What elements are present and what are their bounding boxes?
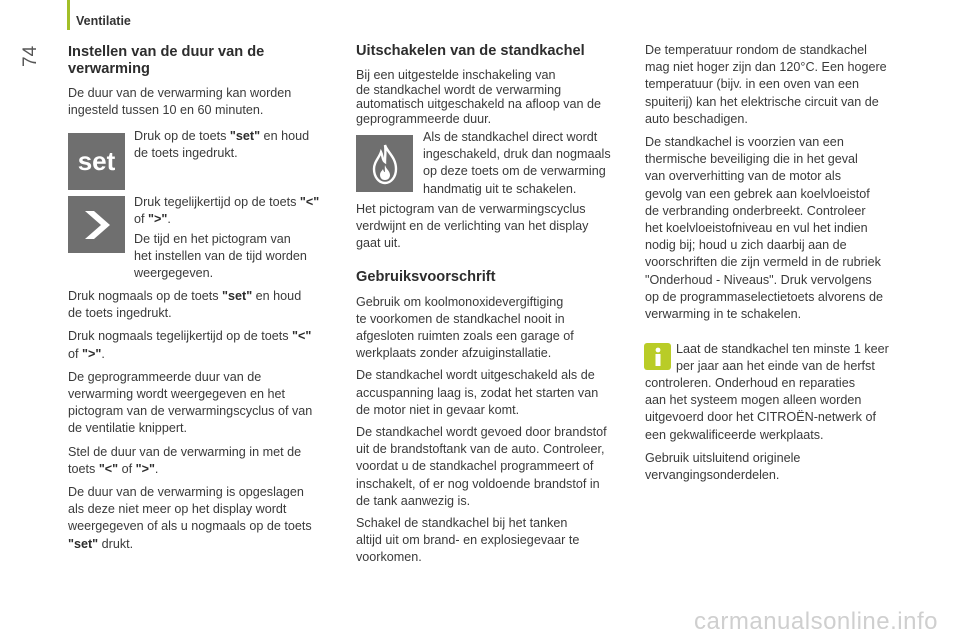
arrow-right-icon <box>68 196 125 253</box>
key-label: "<" <box>98 461 119 476</box>
text-line: het instellen van de tijd worden <box>134 249 307 264</box>
text-line: handmatig uit te schakelen. <box>423 181 577 196</box>
text-line: te voorkomen de standkachel nooit in <box>356 311 565 326</box>
step-press-arrow <box>134 194 344 228</box>
text-line: ingesteld tussen 10 en 60 minuten. <box>68 103 264 118</box>
paragraph-battery <box>356 367 636 419</box>
text: Druk nogmaals op de toets <box>68 289 223 303</box>
text-line: de motor niet in gevaar komt. <box>356 402 520 417</box>
step-display-info <box>134 231 344 283</box>
info-note-first-lines <box>676 341 916 375</box>
column-2 <box>356 43 631 126</box>
text-line: uitgevoerd door het CITROËN-netwerk of <box>645 410 876 425</box>
text-line: werkplaats zonder afzuiginstallatie. <box>356 346 552 361</box>
text-line: op deze toets om de verwarming <box>423 164 606 179</box>
text: de toets ingedrukt. <box>134 146 238 161</box>
text: Druk tegelijkertijd op de toets <box>134 195 300 209</box>
text-line: accuspanning laag is, zodat het starten van <box>356 385 599 400</box>
text-line: uit de brandstoftank van de auto. Controleer, <box>356 442 605 457</box>
text-line: de verbranding onderbreekt. Controleer <box>645 203 866 218</box>
header-accent-bar <box>67 0 70 30</box>
section-title-switch-off: Uitschakelen van de standkachel <box>356 43 585 59</box>
text-line: de tank aanwezig is. <box>356 493 471 508</box>
text-line: weergegeven of als u nogmaals op de toets <box>68 519 312 534</box>
key-label: "set" <box>68 536 99 551</box>
paragraph-original-parts <box>645 450 920 484</box>
paragraph-press-arrows-again <box>68 328 348 362</box>
text-line: De temperatuur rondom de standkachel <box>645 43 867 57</box>
text-line: pictogram van de verwarmingscyclus of van <box>68 404 313 419</box>
set-icon-label: set <box>77 146 116 176</box>
text: . <box>101 346 105 361</box>
text-line: De standkachel wordt uitgeschakeld als de <box>356 368 595 383</box>
text-line: per jaar aan het einde van de herfst <box>676 359 875 374</box>
text: en houd <box>260 129 310 143</box>
text-line: De tijd en het pictogram van <box>134 232 291 246</box>
text-line: temperatuur (bijv. in een oven van een <box>645 77 859 92</box>
text-line: Als de standkachel direct wordt <box>423 130 598 144</box>
text-line: van oververhitting van de motor als <box>645 169 842 184</box>
flame-icon <box>356 135 413 192</box>
text: . <box>167 212 171 227</box>
column-3 <box>645 42 920 323</box>
column-1 <box>68 44 340 119</box>
text-line: altijd uit om brand- en explosiegevaar te <box>356 533 580 548</box>
text-line: Gebruik om koolmonoxidevergiftiging <box>356 294 564 309</box>
text: toets <box>68 461 99 476</box>
set-button-icon <box>68 133 125 190</box>
info-note-body <box>645 375 920 484</box>
paragraph-programmed-duration <box>68 369 348 438</box>
text-line: voorschriften die zijn vermeld in de rubriek <box>645 255 881 270</box>
text: Druk op de toets <box>134 129 230 143</box>
text-line: spuiterij) kan het elektrische circuit van de <box>645 94 879 109</box>
text-line: afgesloten ruimten zoals een garage of <box>356 329 574 344</box>
text: de toets ingedrukt. <box>68 306 172 321</box>
text-line: automatisch uitgeschakeld na afloop van de <box>356 97 602 112</box>
paragraph-set-duration <box>68 444 348 478</box>
text-line: geprogrammeerde duur. <box>356 111 492 126</box>
text: of <box>118 461 136 476</box>
text-line: verdwijnt en de verlichting van het display <box>356 219 589 234</box>
paragraph-refuel <box>356 515 636 567</box>
text-line: Laat de standkachel ten minste 1 keer <box>676 342 889 356</box>
text-line: het koelvloeistofniveau en vul het indien <box>645 221 868 236</box>
text-line: verwarming wordt weergegeven en het <box>68 387 286 402</box>
paragraph-thermal-protection <box>645 134 920 323</box>
section-title-duration <box>68 44 340 78</box>
text-line: De geprogrammeerde duur van de <box>68 369 262 384</box>
watermark: carmanualsonline.info <box>694 608 938 635</box>
key-label: "<" <box>292 329 312 344</box>
arrow-right-glyph <box>82 209 112 241</box>
text: of <box>68 346 83 361</box>
paragraph-fuel <box>356 424 636 510</box>
title-line: Instellen van de duur van de <box>68 44 265 60</box>
text: en houd <box>252 289 302 303</box>
paragraph-duration-saved <box>68 484 348 553</box>
text-line: nodig bij; houd u zich daarbij aan de <box>645 238 847 253</box>
key-label: ">" <box>82 346 102 361</box>
section-label: Ventilatie <box>76 14 131 28</box>
text-line: gevolg van een gebrek aan koelvloeistof <box>645 186 870 201</box>
text-line: inschakelt, of er nog voldoende brandstof in <box>356 476 600 491</box>
text-line: ingeschakeld, druk dan nogmaals <box>423 147 611 162</box>
key-label: ">" <box>148 212 168 227</box>
info-icon <box>644 343 671 370</box>
text: . <box>154 461 159 476</box>
text-line: Stel de duur van de verwarming in met de <box>68 444 302 459</box>
text-line: auto beschadigen. <box>645 111 748 126</box>
text-line: De standkachel wordt gevoed door brandstof <box>356 425 607 440</box>
text-line: controleren. Onderhoud en reparaties <box>645 376 856 390</box>
key-label: ">" <box>135 461 155 476</box>
text-line: voordat u de standkachel programmeert of <box>356 459 594 474</box>
section-title-usage: Gebruiksvoorschrift <box>356 268 496 285</box>
text: Druk nogmaals tegelijkertijd op de toets <box>68 329 293 344</box>
text-line: op de programmaselectietoets alvorens de <box>645 289 884 304</box>
key-label: "<" <box>299 195 320 209</box>
text-line: Gebruik uitsluitend originele <box>645 450 801 465</box>
text-line: de ventilatie knippert. <box>68 421 188 436</box>
text: drukt. <box>98 536 134 551</box>
text-line: een gekwalificeerde werkplaats. <box>645 427 824 442</box>
text-line: De duur van de verwarming is opgeslagen <box>68 485 304 500</box>
text-line: Bij een uitgestelde inschakeling van <box>356 68 556 82</box>
key-label: "set" <box>222 289 253 303</box>
paragraph-maintenance <box>645 375 920 444</box>
text-line: Het pictogram van de verwarmingscyclus <box>356 202 586 216</box>
text-line: vervangingsonderdelen. <box>645 468 780 483</box>
paragraph-flame-button <box>423 129 633 198</box>
text-line: aan het systeem mogen alleen worden <box>645 393 862 408</box>
page-number <box>20 46 42 67</box>
page-number-text: 74 <box>20 45 41 67</box>
flame-glyph <box>370 143 400 185</box>
text-line: De duur van de verwarming kan worden <box>68 86 292 100</box>
info-glyph <box>652 347 664 367</box>
step-press-set <box>134 128 344 162</box>
text-line: "Onderhoud - Niveaus". Druk vervolgens <box>645 272 872 287</box>
paragraph-auto-off <box>356 68 631 126</box>
text-line: De standkachel is voorzien van een <box>645 135 844 150</box>
text-line: Schakel de standkachel bij het tanken <box>356 516 568 531</box>
text-line: voorkomen. <box>356 550 422 565</box>
paragraph-icon-disappears <box>356 201 636 253</box>
text-line: gaat uit. <box>356 236 401 251</box>
text-line: thermische beveiliging die in het geval <box>645 152 858 167</box>
intro-paragraph <box>68 85 340 119</box>
text-line: weergegeven. <box>134 266 214 281</box>
title-line: verwarming <box>68 61 150 77</box>
key-label: "set" <box>229 129 261 143</box>
text: of <box>134 212 149 227</box>
text-line: verwarming in te schakelen. <box>645 307 802 322</box>
text-line: mag niet hoger zijn dan 120°C. Een hogere <box>645 60 887 75</box>
column-2-body <box>356 201 636 567</box>
column-1-body <box>68 288 348 553</box>
text-line: de standkachel wordt de verwarming <box>356 82 562 97</box>
paragraph-co-warning <box>356 294 636 363</box>
paragraph-press-set-again <box>68 288 348 322</box>
text-line: als deze niet meer op het display wordt <box>68 502 287 517</box>
paragraph-temperature <box>645 42 920 128</box>
